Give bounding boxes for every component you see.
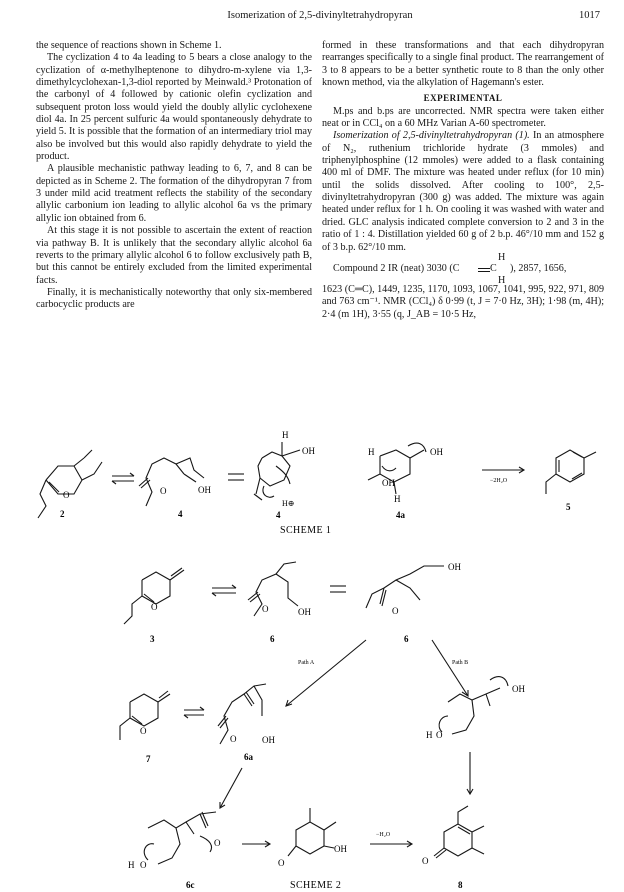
oxygen-label: O (160, 486, 167, 496)
path-a-arrow (286, 640, 366, 706)
hydroxyl-label: OH (512, 684, 525, 694)
hydrogen-label: H (394, 494, 401, 504)
compound-2-structure (38, 450, 102, 518)
scheme-caption: SCHEME 2 (290, 880, 342, 891)
compound-label: 6c (186, 880, 195, 890)
compound-label: 4 (276, 510, 281, 520)
compound-label: 4 (178, 509, 183, 519)
oxygen-label: O (230, 734, 237, 744)
paragraph: A plausible mechanistic pathway leading to 6, 7, and 8 can be depicted as in Scheme 2. The formation of the dihydropyran 7 from 3 under mild acid treatment reflects the stability of the secondary allylic carbonium ion leading to allylic alcohol 6a vs the primary allylic ion obtained from 6. (36, 163, 312, 224)
running-title: Isomerization of 2,5-divinyltetrahydropyran (227, 10, 413, 21)
hydroxyl-label: OH (262, 735, 275, 745)
ir-hydrogen: H (498, 274, 506, 286)
page-number: 1017 (579, 10, 600, 21)
ir-hydrogen: H (498, 251, 506, 263)
compound-label: 6a (244, 752, 253, 762)
hydrogen-label: H (426, 730, 433, 740)
path-b-intermediate (439, 677, 508, 734)
oxygen-label: O (422, 856, 429, 866)
compound-3-structure (124, 568, 184, 624)
oxygen-label: O (140, 860, 147, 870)
ir-prefix: Compound 2 IR (neat) 3030 (C (333, 262, 460, 274)
paragraph: 1623 (C═C), 1449, 1235, 1170, 1093, 1067, 1041, 995, 922, 971, 809 and 763 cm⁻¹. NMR (CCl₄) δ 0·99 (t, J = 7·0 Hz, 3H); 1·98 (m, 4H); 2·4 (m 1H), 3·55 (q, J_AB = 10·5 Hz, (322, 283, 604, 320)
paragraph: The cyclization 4 to 4a leading to 5 bears a close analogy to the cyclization of α-methylheptenone to dihydro-m-xylene via 1,3-dimethylcyclohexan-1,3-diol reported by Meinwald.³ Protonation of the carbonyl of 4 followed by cationic olefin cyclization and subsequent proton loss would yield the doubly allylic cyclohexene diol 4a. In 25 percent sulfuric 4a would spontaneously dehydrate to yield 5. It is possible that the formation of an intermediary triol may also be involved but this would also rapidly dehydrate to yield the product. (36, 52, 312, 163)
hydroxyl-label: OH (298, 607, 311, 617)
compound-4a-structure (368, 443, 426, 494)
equilibrium-arrow (212, 585, 236, 596)
reaction-arrow (467, 752, 473, 794)
reaction-arrow (482, 467, 524, 473)
paragraph: At this stage it is not possible to ascertain the extent of reaction via pathway B. It is unlikely that the secondary allylic alcohol 6a reverts to the primary allylic alcohol 6 to follow exclusively path B, but this cannot be entirely excluded from the limited experimental facts. (36, 225, 312, 286)
procedure-text: In an atmosphere of N₂, ruthenium trichloride hydrate (3 mmoles) and triphenylphosphine (12 mmoles) were added to a flask containing 400 ml of DMF. The mixture was heated under reflux (for 10 min) until the solids dissolved. After cooling to 100°, 2,5-divinyltetrahydropyran (300 g) was added. The mixture was again heated under reflux for 1 h. On cooling it was washed with water and dried. GLC analysis indicated complete conversion to 2 and 3 in the ratio of 1 : 4. Distillation yielded 60 g of 2 b.p. 46°/10 mm and 152 g of 3 b.p. 62°/10 mm. (322, 130, 604, 253)
scheme-caption: SCHEME 1 (280, 525, 332, 536)
compound-4-cyclic-structure (254, 442, 300, 500)
reagent-label: −2H₂O (490, 478, 508, 484)
compound-label: 2 (60, 509, 65, 519)
oxygen-label: O (151, 602, 158, 612)
paragraph: formed in these transformations and that each dihydropyran rearranges specifically to a single final product. The rearrangement of 3 to 8 appears to be a better synthetic route to 8 than the only other known method, via the alkylation of Hagemann's ester. (322, 40, 604, 89)
paragraph: M.ps and b.ps are uncorrected. NMR spectra were taken either neat or in CCl₄ on a 60 MHz Varian A-60 spectrometer. (322, 105, 604, 130)
paragraph: Finally, it is mechanistically noteworthy that only six-membered carbocyclic products are (36, 286, 312, 311)
oxygen-label: O (262, 604, 269, 614)
reaction-arrow (220, 768, 242, 808)
hydrogen-label: H (368, 447, 375, 457)
hydroxyl-label: OH (302, 446, 315, 456)
hydroxyl-label: OH (448, 562, 461, 572)
oxygen-label: O (278, 858, 285, 868)
scheme-2 (120, 562, 525, 891)
procedure-title: Isomerization of 2,5-divinyltetrahydropyran (1). (333, 130, 530, 142)
compound-label: 7 (146, 754, 151, 764)
scheme-1 (38, 430, 596, 536)
equivalence-mark (330, 586, 346, 592)
hydroxyl-label: OH (198, 485, 211, 495)
reaction-arrow (370, 841, 412, 847)
oxygen-label: O (436, 730, 443, 740)
proton-label: H⊕ (282, 499, 295, 508)
oxygen-label: O (63, 490, 70, 500)
compound-label: 4a (396, 510, 405, 520)
path-b-arrow (432, 640, 468, 696)
hydrogen-label: H (282, 430, 289, 440)
reaction-arrow (242, 841, 270, 847)
compound-6a-structure (218, 684, 266, 744)
path-label: Path B (452, 660, 469, 666)
compound-6-structure (248, 562, 298, 616)
path-label: Path A (298, 660, 315, 666)
hydroxyl-label: OH (334, 844, 347, 854)
oxygen-label: O (392, 606, 399, 616)
oxygen-label: O (140, 726, 147, 736)
oxygen-label: O (214, 838, 221, 848)
hydroxyl-label: OH (430, 447, 443, 457)
equivalence-mark (228, 474, 244, 480)
hydroxyl-label: OH (382, 478, 395, 488)
hydrogen-label: H (128, 860, 135, 870)
section-heading: EXPERIMENTAL (423, 93, 503, 104)
compound-8-structure (434, 806, 484, 858)
compound-label: 5 (566, 502, 571, 512)
compound-6-alt-structure (366, 566, 444, 608)
compound-4-structure (139, 458, 204, 506)
cyclohexanol-intermediate (288, 808, 336, 856)
ir-suffix: ), 2857, 1656, (510, 262, 567, 274)
equilibrium-arrow (112, 473, 134, 484)
compound-6c-structure (144, 812, 216, 864)
paragraph: the sequence of reactions shown in Scheme 1. (36, 40, 222, 51)
ir-carbon: C (490, 262, 497, 274)
reagent-label: −H₂O (376, 832, 391, 838)
compound-label: 8 (458, 880, 463, 890)
compound-label: 3 (150, 634, 155, 644)
equilibrium-arrow (184, 707, 204, 718)
compound-5-structure (546, 450, 596, 494)
compound-label: 6 (404, 634, 409, 644)
compound-label: 6 (270, 634, 275, 644)
